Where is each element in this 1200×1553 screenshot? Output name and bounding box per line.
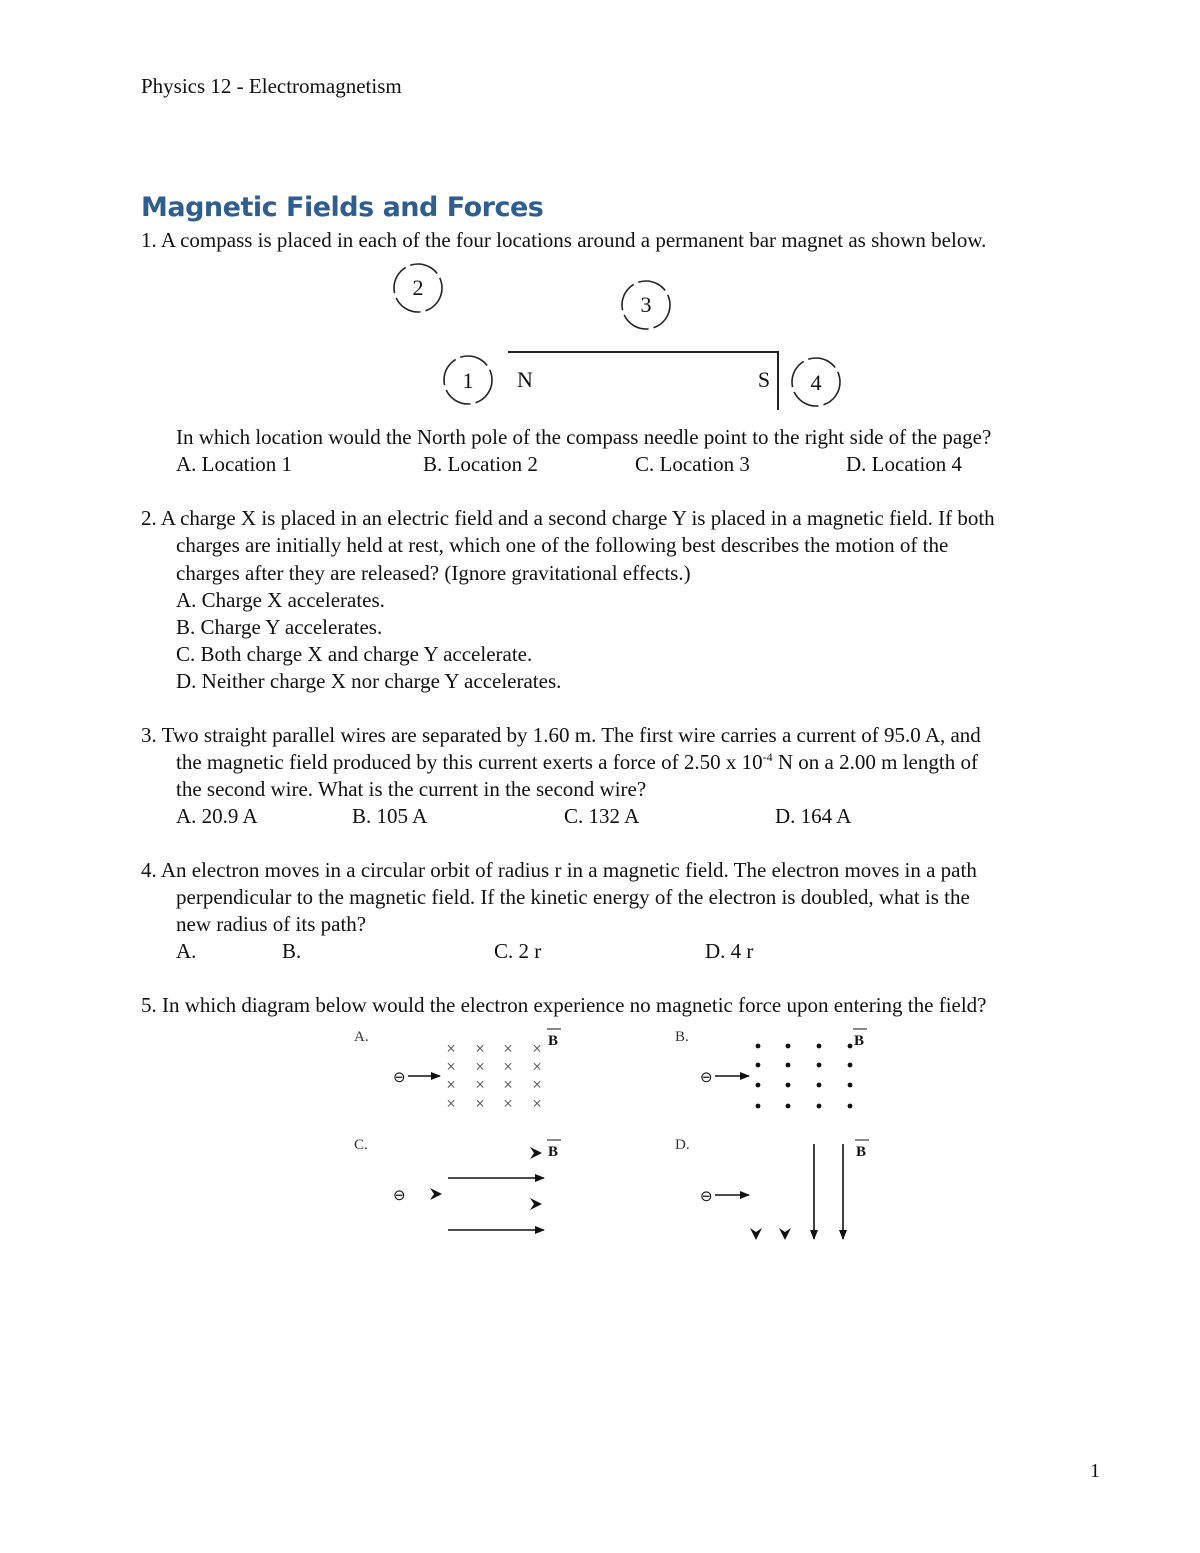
dot [756, 1083, 761, 1088]
q1-option-a: A. Location 1 [176, 452, 293, 476]
page-header: Physics 12 - Electromagnetism [141, 74, 402, 98]
q4-line-1: 4. An electron moves in a circular orbit of radius r in a magnetic field. The electron moves in a path [141, 858, 977, 882]
q1-option-d: D. Location 4 [846, 452, 963, 476]
q4-option-b: B. [282, 939, 302, 963]
dot [786, 1104, 791, 1109]
cross: × [446, 1075, 456, 1094]
panel-b-dots [756, 1044, 853, 1109]
dot [817, 1083, 822, 1088]
q4-option-a: A. [176, 939, 197, 963]
dot [848, 1083, 853, 1088]
dot [817, 1104, 822, 1109]
cross: × [446, 1039, 456, 1058]
panel-c-velocity-arrowhead [430, 1188, 442, 1200]
location-3-label: 3 [640, 292, 652, 317]
cross: × [503, 1075, 513, 1094]
dot [756, 1044, 761, 1049]
dot [848, 1104, 853, 1109]
dot [786, 1063, 791, 1068]
q1-question: In which location would the North pole of the compass needle point to the right side of the page? [176, 425, 992, 449]
cross: × [475, 1094, 485, 1113]
cross: × [532, 1075, 542, 1094]
q2-option-a: A. Charge X accelerates. [176, 588, 385, 612]
cross: × [503, 1094, 513, 1113]
location-2-label: 2 [412, 275, 424, 300]
section-title: Magnetic Fields and Forces [141, 192, 544, 223]
q3-option-c: C. 132 A [564, 804, 640, 828]
q3-line-2-post: N on a 2.00 m length of [772, 750, 978, 774]
q2-option-d: D. Neither charge X nor charge Y accelerates. [176, 669, 562, 693]
q3-line-2 [176, 750, 978, 775]
dot [817, 1063, 822, 1068]
cross: × [475, 1039, 485, 1058]
q3-line-2-pre: the magnetic field produced by this current exerts a force of 2.50 x 10 [176, 750, 763, 774]
panel-a-electron: ⊖ [393, 1070, 406, 1086]
field-diagrams [340, 1020, 880, 1250]
panel-b-electron: ⊖ [700, 1070, 713, 1086]
panel-c-field-label: B [548, 1144, 559, 1160]
q4-line-2: perpendicular to the magnetic field. If the kinetic energy of the electron is doubled, what is the [176, 885, 970, 909]
south-pole-label: S [757, 367, 771, 392]
panel-a-label: A. [354, 1029, 369, 1045]
q3-exponent: -4 [762, 750, 773, 764]
q1-option-c: C. Location 3 [635, 452, 750, 476]
page-number: 1 [1090, 1460, 1100, 1482]
panel-c-arrowhead [530, 1147, 542, 1159]
cross: × [446, 1094, 456, 1113]
dot [786, 1044, 791, 1049]
cross: × [532, 1039, 542, 1058]
q4-option-d: D. 4 r [705, 939, 754, 963]
dot [848, 1063, 853, 1068]
q2-line-2: charges are initially held at rest, which one of the following best describes the motion of the [176, 533, 949, 557]
q3-option-b: B. 105 A [352, 804, 428, 828]
magnet-outline [508, 352, 778, 410]
dot [756, 1104, 761, 1109]
panel-a-field-label: B [548, 1033, 559, 1049]
panel-c-arrowhead [530, 1198, 542, 1210]
dot [786, 1083, 791, 1088]
q3-option-a: A. 20.9 A [176, 804, 258, 828]
q3-line-3: the second wire. What is the current in the second wire? [176, 777, 647, 801]
cross: × [503, 1039, 513, 1058]
cross: × [532, 1057, 542, 1076]
panel-c-electron: ⊖ [393, 1188, 406, 1204]
q3-line-1: 3. Two straight parallel wires are separated by 1.60 m. The first wire carries a current of 95.0 A, and [141, 723, 981, 747]
panel-b-field-label: B [854, 1033, 865, 1049]
q5-stem: 5. In which diagram below would the electron experience no magnetic force upon entering the field? [141, 993, 987, 1017]
location-1-label: 1 [462, 368, 474, 393]
panel-d-arrowhead [750, 1228, 762, 1240]
bar-magnet-diagram [380, 258, 860, 418]
dot [848, 1044, 853, 1049]
panel-d-electron: ⊖ [700, 1189, 713, 1205]
q2-line-1: 2. A charge X is placed in an electric field and a second charge Y is placed in a magnetic field. If both [141, 506, 995, 530]
cross: × [475, 1057, 485, 1076]
cross: × [475, 1075, 485, 1094]
location-4-label: 4 [810, 370, 822, 395]
q2-option-c: C. Both charge X and charge Y accelerate. [176, 642, 533, 666]
q4-option-c: C. 2 r [494, 939, 542, 963]
cross: × [503, 1057, 513, 1076]
q1-option-b: B. Location 2 [423, 452, 538, 476]
dot [756, 1063, 761, 1068]
q2-option-b: B. Charge Y accelerates. [176, 615, 383, 639]
q3-option-d: D. 164 A [775, 804, 852, 828]
panel-d-field-label: B [856, 1144, 867, 1160]
q2-line-3: charges after they are released? (Ignore gravitational effects.) [176, 561, 691, 585]
panel-d-arrowhead [779, 1228, 791, 1240]
cross: × [446, 1057, 456, 1076]
q1-stem: 1. A compass is placed in each of the four locations around a permanent bar magnet as shown below. [141, 228, 987, 252]
north-pole-label: N [517, 367, 533, 392]
panel-a-crosses [446, 1039, 542, 1113]
dot [817, 1044, 822, 1049]
cross: × [532, 1094, 542, 1113]
panel-b-label: B. [675, 1029, 689, 1045]
panel-c-label: C. [354, 1137, 368, 1153]
panel-d-label: D. [675, 1137, 690, 1153]
q4-line-3: new radius of its path? [176, 912, 367, 936]
